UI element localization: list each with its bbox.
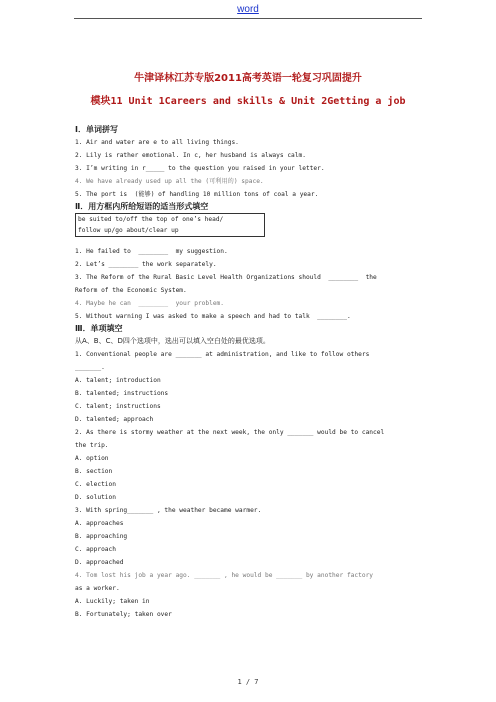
option-line: C. election: [75, 481, 116, 488]
option-line: C. approach: [75, 546, 116, 553]
page-number: 1 / 7: [237, 678, 259, 686]
phrase-box-line: follow up/go about/clear up: [78, 227, 179, 234]
question-line: 3. The Reform of the Rural Basic Level Health Organizations should ________ the: [75, 274, 377, 281]
question-line: 2. Lily is rather emotional. In c, her husband is always calm.: [75, 152, 306, 159]
option-line: A. Luckily; taken in: [75, 598, 150, 605]
document-subtitle: 模块11 Unit 1Careers and skills & Unit 2Getting a job: [90, 96, 406, 107]
option-line: B. approaching: [75, 533, 128, 540]
phrase-box: [75, 213, 265, 237]
option-line: A. option: [75, 455, 109, 462]
question-line: 1. He failed to ________ my suggestion.: [75, 248, 228, 255]
question-line: 4. Maybe he can ________ your problem.: [75, 300, 225, 307]
phrase-box-line: be suited to/off the top of one’s head/: [78, 216, 224, 223]
option-line: A. approaches: [75, 520, 124, 527]
question-line: 5. The port is (能够) of handling 10 million tons of coal a year.: [75, 191, 319, 198]
header-divider: [74, 18, 422, 19]
question-line: the trip.: [75, 442, 109, 449]
question-line: as a worker.: [75, 585, 120, 592]
option-line: D. talented; approach: [75, 416, 154, 423]
question-line: 4. Tom lost his job a year ago. _______ , he would be _______ by another factory: [75, 572, 374, 579]
question-line: 3. With spring_______ , the weather became warmer.: [75, 507, 262, 514]
question-line: 3. I’m writing in r_____ to the question you raised in your letter.: [75, 165, 325, 172]
question-line: 1. Conventional people are _______ at administration, and like to follow others: [75, 351, 370, 358]
section-3-instruction: 从A、B、C、D四个选项中，选出可以填入空白处的最优选项。: [75, 337, 270, 345]
section-3-heading: Ⅲ．单项填空: [75, 324, 123, 333]
question-line: 4. We have already used up all the (可利用的) space.: [75, 178, 264, 185]
option-line: B. section: [75, 468, 113, 475]
question-line: 2. As there is stormy weather at the next week, the only _______ would be to cancel: [75, 429, 385, 436]
document-body: [75, 124, 425, 621]
option-line: D. approached: [75, 559, 124, 566]
document-title: 牛津译林江苏专版2011高考英语一轮复习巩固提升: [134, 73, 362, 84]
option-line: A. talent; introduction: [75, 377, 161, 384]
option-line: B. Fortunately; taken over: [75, 611, 172, 618]
header-link[interactable]: word: [237, 4, 259, 15]
option-line: B. talented; instructions: [75, 390, 169, 397]
question-line: 2. Let’s ________ the work separately.: [75, 261, 217, 268]
question-line: _______.: [75, 364, 105, 371]
section-1-heading: Ⅰ．单词拼写: [75, 125, 118, 134]
option-line: D. solution: [75, 494, 116, 501]
option-line: C. talent; instructions: [75, 403, 161, 410]
question-line: 5. Without warning I was asked to make a speech and had to talk ________.: [75, 313, 351, 320]
section-2-heading: Ⅱ．用方框内所给短语的适当形式填空: [75, 202, 209, 211]
question-line: 1. Air and water are e to all living things.: [75, 139, 239, 146]
question-line: Reform of the Economic System.: [75, 287, 187, 294]
